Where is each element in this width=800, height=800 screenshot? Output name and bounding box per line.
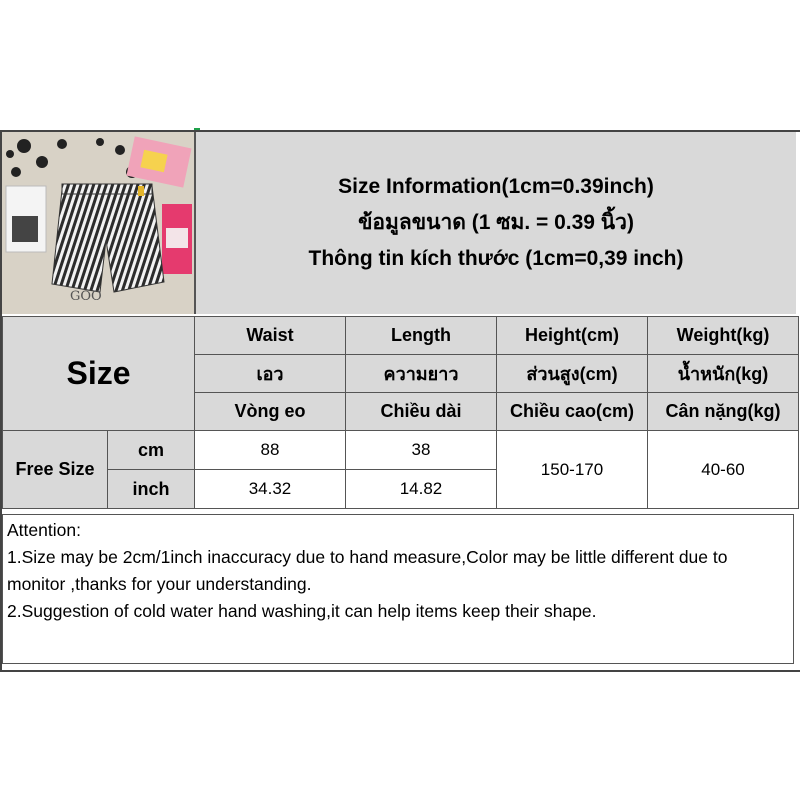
header-line-thai: ข้อมูลขนาด (1 ซม. = 0.39 นิ้ว) — [358, 211, 634, 234]
size-table — [2, 316, 799, 509]
col-waist-en: Waist — [195, 317, 346, 355]
header-line-english: Size Information(1cm=0.39inch) — [338, 175, 654, 198]
col-weight-th: น้ำหนัก(kg) — [648, 355, 799, 393]
unit-cm: cm — [108, 431, 195, 470]
col-length-en: Length — [346, 317, 497, 355]
size-label: Size — [3, 317, 195, 431]
col-height-vi: Chiều cao(cm) — [497, 393, 648, 431]
unit-inch: inch — [108, 470, 195, 509]
length-cm-value: 38 — [346, 431, 497, 470]
waist-cm-value: 88 — [195, 431, 346, 470]
col-length-vi: Chiều dài — [346, 393, 497, 431]
col-length-th: ความยาว — [346, 355, 497, 393]
waist-inch-value: 34.32 — [195, 470, 346, 509]
attention-title: Attention: — [7, 520, 81, 540]
product-photo — [2, 132, 196, 314]
header-line-vietnamese: Thông tin kích thước (1cm=0,39 inch) — [308, 247, 684, 270]
logo-text: GOO — [70, 289, 102, 304]
col-weight-vi: Cân nặng(kg) — [648, 393, 799, 431]
height-value: 150-170 — [497, 431, 648, 509]
size-info-header — [196, 132, 796, 314]
col-height-th: ส่วนสูง(cm) — [497, 355, 648, 393]
size-chart-sheet — [0, 130, 800, 670]
col-weight-en: Weight(kg) — [648, 317, 799, 355]
attention-line-1: 1.Size may be 2cm/1inch inaccuracy due to hand measure,Color may be little different due to monitor ,thanks for your understanding. — [7, 547, 728, 594]
col-waist-th: เอว — [195, 355, 346, 393]
col-waist-vi: Vòng eo — [195, 393, 346, 431]
striped-shorts-image — [2, 132, 194, 314]
length-inch-value: 14.82 — [346, 470, 497, 509]
free-size-label: Free Size — [3, 431, 108, 509]
col-height-en: Height(cm) — [497, 317, 648, 355]
attention-notes — [2, 514, 794, 664]
attention-line-2: 2.Suggestion of cold water hand washing,it can help items keep their shape. — [7, 601, 597, 621]
weight-value: 40-60 — [648, 431, 799, 509]
